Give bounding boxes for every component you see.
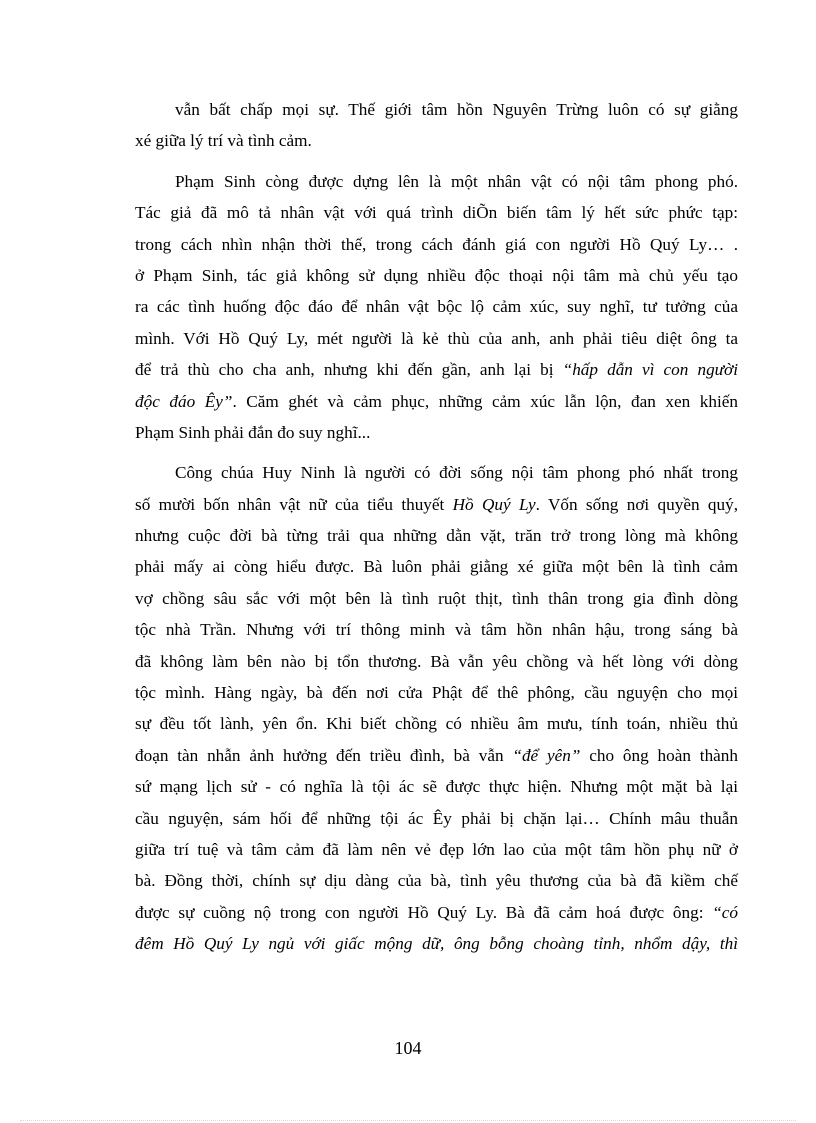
- italic-text: đêm Hồ Quý Ly ngủ với giấc mộng dữ, ông bỗng choàng tỉnh, nhổm dậy, thì: [135, 934, 738, 954]
- paragraph: [135, 166, 738, 449]
- text-run: được sự cuồng nộ trong con người Hồ Quý Ly. Bà đã cảm hoá được ông:: [135, 902, 713, 922]
- paragraph: [135, 457, 738, 959]
- text-line: [135, 197, 738, 228]
- text-line: [135, 771, 738, 802]
- text-run: Công chúa Huy Ninh là người có đời sống nội tâm phong phó nhất trong: [175, 463, 738, 483]
- text-line: [135, 229, 738, 260]
- text-run: sự đều tốt lành, yên ổn. Khi biết chồng có nhiều âm mưu, tính toán, nhiều thủ: [135, 714, 738, 734]
- footer-divider: [20, 1120, 796, 1121]
- paragraph: [135, 94, 738, 157]
- text-line: [135, 323, 738, 354]
- text-line: [135, 551, 738, 582]
- text-line: [135, 520, 738, 551]
- text-run: mình. Với Hồ Quý Ly, mét người là kẻ thù của anh, anh phải tiêu diệt ông ta: [135, 328, 738, 348]
- text-line: [135, 646, 738, 677]
- text-line: [135, 260, 738, 291]
- italic-text: độc đáo Êy”: [135, 391, 233, 411]
- text-line: [135, 583, 738, 614]
- text-line: [135, 291, 738, 322]
- text-line: [135, 614, 738, 645]
- text-line: [135, 354, 738, 385]
- text-run: sứ mạng lịch sử - có nghĩa là tội ác sẽ được thực hiện. Nhưng một mặt bà lại: [135, 777, 738, 797]
- text-run: . Vốn sống nơi quyền quý,: [535, 494, 738, 514]
- text-line: [135, 417, 738, 448]
- text-run: Phạm Sinh còng được dựng lên là một nhân vật có nội tâm phong phó.: [175, 171, 738, 191]
- text-run: giữa trí tuệ và tâm cảm đã làm nên vẻ đẹp lớn lao của một tâm hồn phụ nữ ở: [135, 839, 738, 859]
- text-run: vợ chồng sâu sắc với một bên là tình ruột thịt, tình thân trong gia đình dòng: [135, 588, 738, 608]
- text-line: [135, 386, 738, 417]
- text-run: để trả thù cho cha anh, nhưng khi đến gần, anh lại bị: [135, 360, 563, 380]
- text-run: đã không làm bên nào bị tổn thương. Bà vẫn yêu chồng và hết lòng với dòng: [135, 651, 738, 671]
- text-line: [135, 834, 738, 865]
- text-line: [135, 677, 738, 708]
- text-line: [135, 897, 738, 928]
- text-run: nhưng cuộc đời bà từng trải qua những dằn vặt, trăn trở trong lòng mà không: [135, 526, 738, 546]
- text-run: đoạn tàn nhẫn ảnh hưởng đến triều đình, bà vẫn: [135, 745, 513, 765]
- text-run: xé giữa lý trí và tình cảm.: [135, 131, 312, 151]
- text-line: [135, 457, 738, 488]
- text-run: ra các tình huống độc đáo để nhân vật bộc lộ cảm xúc, suy nghĩ, tư tưởng của: [135, 297, 738, 317]
- text-line: [135, 489, 738, 520]
- text-run: ở Phạm Sinh, tác giả không sử dụng nhiều độc thoại nội tâm mà chủ yếu tạo: [135, 265, 738, 285]
- text-run: cầu nguyện, sám hối để những tội ác Êy phải bị chặn lại… Chính mâu thuẫn: [135, 808, 738, 828]
- text-line: [135, 125, 738, 156]
- italic-text: “hấp dẫn vì con người: [562, 360, 738, 380]
- italic-text: Hồ Quý Ly: [452, 494, 536, 514]
- text-line: [135, 928, 738, 959]
- text-run: Tác giả đã mô tả nhân vật với quá trình diÕn biến tâm lý hết sức phức tạp:: [135, 203, 738, 223]
- text-run: phải mấy ai còng hiểu được. Bà luôn phải giằng xé giữa một bên là tình cảm: [135, 557, 738, 577]
- text-run: trong cách nhìn nhận thời thế, trong cách đánh giá con người Hồ Quý Ly… .: [135, 234, 738, 254]
- text-run: cho ông hoàn thành: [580, 745, 738, 765]
- page-number: 104: [394, 1038, 422, 1058]
- text-run: bà. Đồng thời, chính sự dịu dàng của bà, tình yêu thương của bà đã kiềm chế: [135, 871, 738, 891]
- italic-text: “để yên”: [512, 745, 581, 765]
- text-run: vẫn bất chấp mọi sự. Thế giới tâm hồn Nguyên Trừng luôn có sự giằng: [175, 100, 738, 119]
- italic-text: “có: [712, 902, 738, 922]
- text-run: tộc nhà Trần. Nhưng với trí thông minh và tâm hồn nhân hậu, trong sáng bà: [135, 620, 738, 640]
- text-run: . Căm ghét và cảm phục, những cảm xúc lẫn lộn, đan xen khiến: [232, 391, 738, 411]
- text-run: số mười bốn nhân vật nữ của tiểu thuyết: [135, 494, 453, 514]
- body-text: [135, 94, 738, 969]
- text-line: [135, 166, 738, 197]
- text-line: [135, 94, 738, 125]
- text-run: Phạm Sinh phải đắn đo suy nghĩ...: [135, 422, 371, 442]
- text-line: [135, 740, 738, 771]
- text-line: [135, 865, 738, 896]
- text-run: tộc mình. Hàng ngày, bà đến nơi cửa Phật để thê phông, cầu nguyện cho mọi: [135, 683, 738, 703]
- text-line: [135, 708, 738, 739]
- text-line: [135, 803, 738, 834]
